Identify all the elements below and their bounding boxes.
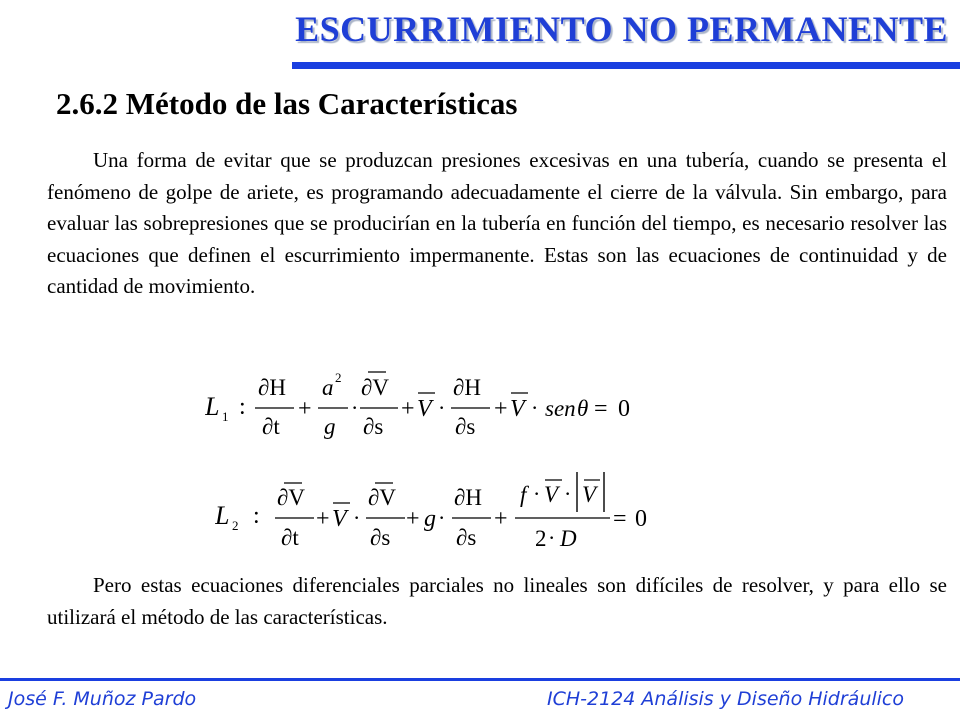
eq1-exponent: 2 xyxy=(335,370,342,385)
eq1-plus-2: + xyxy=(401,396,415,422)
eq1-dH-numerator: ∂H xyxy=(258,375,286,400)
eq2-label: L xyxy=(215,501,230,530)
footer-author: José F. Muñoz Pardo xyxy=(8,688,197,710)
eq2-ds-denominator: ∂s xyxy=(370,525,391,550)
eq1-a: a xyxy=(322,375,334,400)
eq1-V-2: V xyxy=(510,396,525,422)
eq2-dV-numerator: ∂V xyxy=(277,485,305,510)
eq2-subscript: 2 xyxy=(232,518,239,533)
eq2-D: D xyxy=(560,526,577,551)
eq1-theta: θ xyxy=(577,396,589,421)
eq2-dot-4: · xyxy=(564,481,572,506)
eq1-ds-denominator: ∂s xyxy=(363,414,384,439)
eq2-V: V xyxy=(332,506,347,532)
equation-momentum xyxy=(215,468,655,558)
closing-paragraph: Pero estas ecuaciones diferenciales parciales no lineales son difíciles de resolver, y para ello se utilizará el método de las características. xyxy=(47,573,947,629)
eq2-dot-2: · xyxy=(438,505,446,530)
eq2-f: f xyxy=(520,482,527,507)
eq1-equals: = xyxy=(594,396,608,422)
eq1-label: L xyxy=(205,392,220,421)
eq2-dot-3: · xyxy=(533,481,541,506)
eq1-plus-1: + xyxy=(298,396,312,422)
eq2-plus-3: + xyxy=(494,506,508,532)
eq1-colon: : xyxy=(239,394,246,420)
eq2-dot-1: · xyxy=(353,505,361,530)
footer-rule xyxy=(0,678,960,681)
eq2-zero: 0 xyxy=(635,506,647,532)
eq2-equals: = xyxy=(613,506,627,532)
eq2-V-2: V xyxy=(544,482,559,507)
slide-title: ESCURRIMIENTO NO PERMANENTE xyxy=(295,9,948,49)
eq2-dH-numerator: ∂H xyxy=(454,485,482,510)
eq1-sen: sen xyxy=(545,396,576,421)
eq1-dH-numerator-2: ∂H xyxy=(453,375,481,400)
eq1-g: g xyxy=(324,414,336,439)
eq2-ds-denominator-2: ∂s xyxy=(456,525,477,550)
eq2-V-3: V xyxy=(582,482,597,507)
eq1-dV-numerator: ∂V xyxy=(361,375,389,400)
eq1-dt-denominator: ∂t xyxy=(262,414,280,439)
equation-continuity xyxy=(205,368,645,448)
eq2-plus-1: + xyxy=(316,506,330,532)
eq1-dot-1: · xyxy=(351,395,359,420)
eq1-dot-3: · xyxy=(531,395,539,420)
header-rule xyxy=(292,62,960,69)
eq2-dt-denominator: ∂t xyxy=(281,525,299,550)
intro-paragraph: Una forma de evitar que se produzcan presiones excesivas en una tubería, cuando se presenta el fenómeno de golpe de ariete, es programando adecuadamente el cierre de la válvula. Sin embargo, para evaluar las sobrepresiones que se producirían en la tubería en función del tiempo, es necesario resolver las ecuaciones que definen el escurrimiento impermanente. Estas son las ecuaciones de continuidad y de cantidad de movimiento. xyxy=(47,148,947,298)
eq2-colon: : xyxy=(253,503,260,529)
eq1-ds-denominator-2: ∂s xyxy=(455,414,476,439)
eq1-V: V xyxy=(417,396,432,422)
eq1-zero: 0 xyxy=(618,396,630,422)
eq1-dot-2: · xyxy=(438,395,446,420)
eq2-dV-numerator-2: ∂V xyxy=(368,485,396,510)
eq1-plus-3: + xyxy=(494,396,508,422)
eq2-g: g xyxy=(424,506,436,532)
footer-course: ICH-2124 Análisis y Diseño Hidráulico xyxy=(546,688,904,710)
section-heading: 2.6.2 Método de las Características xyxy=(56,86,518,121)
eq2-two: 2 xyxy=(535,526,547,551)
eq2-plus-2: + xyxy=(406,506,420,532)
eq2-dot-5: · xyxy=(548,525,556,550)
eq1-subscript: 1 xyxy=(222,409,229,424)
